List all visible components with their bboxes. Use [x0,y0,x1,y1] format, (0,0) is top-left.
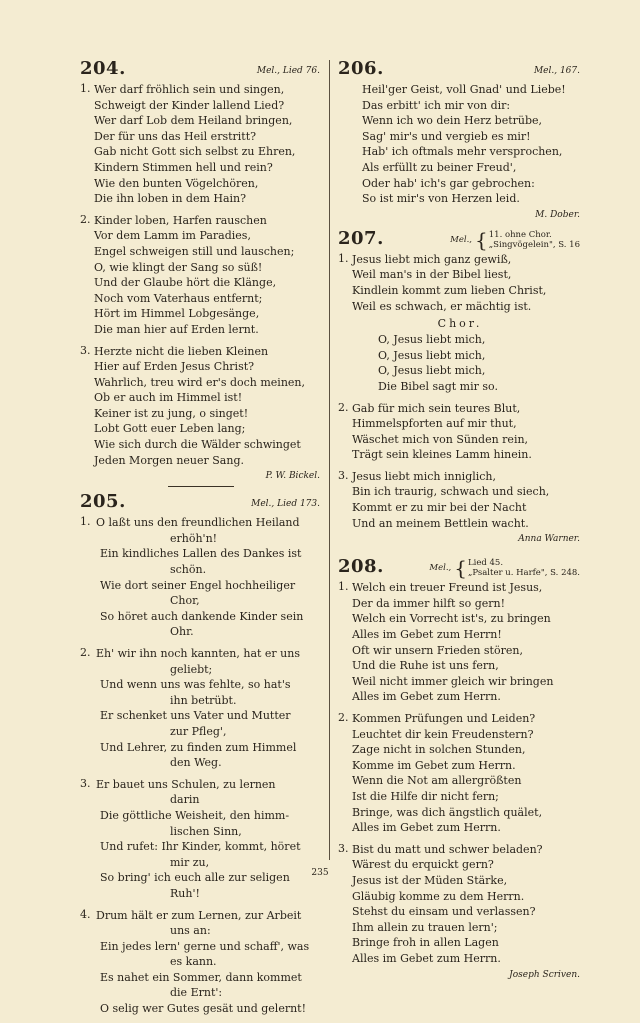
stanza [338,842,582,967]
verse-line: Stehst du einsam und verlassen? [352,905,536,919]
verse-line: Und an meinem Bettlein wacht. [352,516,529,530]
verse-line: Welch ein treuer Freund ist Jesus, [352,581,543,595]
stanza [338,580,582,705]
verse-line: lischen Sinn, [170,824,242,838]
stanza [80,213,322,338]
verse-line: Kinder loben, Harfen rauschen [94,213,267,227]
hymn-header [338,227,582,252]
verse-line: Bist du matt und schwer beladen? [352,842,543,856]
stanza [80,646,322,771]
verse-line: mir zu, [170,855,210,869]
verse-line: Bringe, was dich ängstlich quälet, [352,805,543,819]
verse-line: Zage nicht in solchen Stunden, [352,743,526,757]
verse-line: Noch vom Vaterhaus entfernt; [94,291,263,305]
verse-line: Die ihn loben in dem Hain? [94,192,247,206]
verse-line: Und der Glaube hört die Klänge, [94,276,277,290]
verse-line: geliebt; [170,662,213,676]
verse-line: uns an: [170,924,211,938]
verse-line: Das erbitt' ich mir von dir: [362,98,511,112]
verse-line: Herzte nicht die lieben Kleinen [94,344,269,358]
verse-line: Er bauet uns Schulen, zu lernen [96,777,276,791]
hymn-207 [338,227,582,547]
melody-label: Mel., [450,234,473,245]
verse-line: Bin ich traurig, schwach und siech, [352,485,550,499]
verse-line: Ohr. [170,625,194,639]
verse-line: Alles im Gebet zum Herrn. [352,821,501,835]
verse-line: zur Pfleg', [170,724,227,738]
verse-line: Der da immer hilft so gern! [352,596,506,610]
verse-line: Drum hält er zum Lernen, zur Arbeit [96,908,302,922]
verse-line: Chor, [170,594,200,608]
verse-line: Alles im Gebet zum Herrn! [352,628,502,642]
verse-line: erhöh'n! [170,531,218,545]
verse-line: die Ernt': [170,986,223,1000]
chorus-line: O, Jesus liebt mich, [378,333,486,347]
hymn-header [80,60,322,82]
verse-line: Der für uns das Heil erstritt? [94,129,257,143]
stanza-number: 2. [80,646,91,659]
verse-line: Die göttliche Weisheit, den himm- [100,808,290,822]
melody-reference: Mel., Lied 76. [256,66,320,76]
verse-line: So bring' ich euch alle zur seligen [100,871,290,885]
verse-line: den Weg. [170,756,222,770]
verse-line: So höret auch dankende Kinder sein [100,609,304,623]
verse-line: Lobt Gott euer Leben lang; [94,422,246,436]
verse-line: O laßt uns den freundlichen Heiland [96,516,300,530]
verse-line: Jesus liebt mich inniglich, [352,469,497,483]
verse-line: Ein kindliches Lallen des Dankes ist [100,547,302,561]
verse-line: Wie sich durch die Wälder schwinget [94,438,301,452]
verse-line: darin [170,793,200,807]
melody-label: Mel., [429,563,452,574]
verse-line: Weil nicht immer gleich wir bringen [352,674,554,688]
verse-line: Sag' mir's und vergieb es mir! [362,129,531,143]
verse-line: Kommen Prüfungen und Leiden? [352,712,536,725]
stanza [80,515,322,640]
melody-reference [429,556,580,581]
verse-line: ihn betrübt. [170,693,237,707]
hymn-204 [80,60,322,487]
verse-line: Oft wir unsern Frieden stören, [352,643,523,657]
verse-line: Die man hier auf Erden lernt. [94,322,259,336]
melody-ref-line: „Singvögelein", S. 16 [488,239,580,250]
stanza [338,401,582,463]
verse-line: Bringe froh in allen Lagen [352,936,499,950]
melody-ref-line: „Psalter u. Harfe", S. 248. [467,568,580,579]
right-column [338,58,582,985]
verse-line: Jesus liebt mich ganz gewiß, [352,252,512,266]
stanza-number: 3. [338,841,349,855]
hymn-206 [338,60,582,222]
verse-line: O selig wer Gutes gesät und gelernt! [100,1002,307,1016]
verse-line: Hier auf Erden Jesus Christ? [94,360,255,374]
verse-line: Vor dem Lamm im Paradies, [94,229,251,243]
hymn-author: Anna Warner. [518,534,580,545]
verse-line: Weil man's in der Bibel liest, [352,268,512,282]
stanza-number: 1. [338,580,349,594]
verse-line: Als erfüllt zu beiner Freud', [362,160,517,174]
hymn-header [338,558,582,580]
verse-line: Schweigt der Kinder lallend Lied? [94,98,285,112]
stanza-number: 1. [338,251,349,265]
stanza [338,252,582,314]
verse-line: Ist die Hilfe dir nicht fern; [352,789,499,803]
chorus-line: Die Bibel sagt mir so. [378,379,498,393]
hymn-author: Joseph Scriven. [509,969,580,980]
melody-reference: Mel., 167. [533,66,580,76]
hymn-number: 205. [80,491,126,513]
melody-ref-line: Lied 45. [467,558,504,569]
stanza-number: 2. [338,400,349,414]
verse-line: Himmelspforten auf mir thut, [352,417,517,431]
verse-line: Wenn die Not am allergrößten [352,774,522,788]
verse-line: Weil es schwach, er mächtig ist. [352,299,532,313]
verse-line: So ist mir's von Herzen leid. [362,192,520,206]
hymn-208 [338,558,582,981]
chorus [338,332,582,394]
stanza-number: 4. [80,907,91,921]
stanza-number: 3. [80,343,91,357]
verse-line: Kommt er zu mir bei der Nacht [352,501,527,515]
hymn-header [338,60,582,82]
verse-line: Und die Ruhe ist uns fern, [352,659,499,673]
melody-ref-line: 11. ohne Chor. [488,229,552,240]
verse-line: Welch ein Vorrecht ist's, zu bringen [352,612,551,626]
verse-line: Gläubig komme zu dem Herrn. [352,889,525,903]
verse-line: Und wenn uns was fehlte, so hat's [100,678,291,692]
verse-line: Ob er auch im Himmel ist! [94,391,243,405]
verse-line: Hört im Himmel Lobgesänge, [94,307,260,321]
verse-line: Gab nicht Gott sich selbst zu Ehren, [94,145,296,159]
verse-line: Komme im Gebet zum Herrn. [352,758,516,772]
stanza-number: 3. [80,776,91,790]
hymn-author: P. W. Bickel. [265,471,320,482]
verse-line: Trägt sein kleines Lamm hinein. [352,448,532,462]
hymn-number: 207. [338,227,384,249]
verse-line: Oder hab' ich's gar gebrochen: [362,176,535,190]
verse-line: Es nahet ein Sommer, dann kommet [100,970,302,984]
hymn-header [80,493,322,515]
verse-line: Ihm allein zu trauen lern'; [352,920,498,934]
verse-line: Kindlein kommt zum lieben Christ, [352,283,547,297]
hymn-205 [80,493,322,1016]
stanza-number: 1. [80,82,91,95]
verse-line: Und rufet: Ihr Kinder, kommt, höret [100,840,301,854]
verse-line: Jeden Morgen neuer Sang. [94,453,244,467]
verse-line: Eh' wir ihn noch kannten, hat er uns [96,647,300,660]
stanza [80,777,322,902]
chorus-line: O, Jesus liebt mich, [378,364,486,378]
verse-line: Kindern Stimmen hell und rein? [94,160,273,174]
stanza [338,469,582,531]
verse-line: Wie den bunten Vögelchören, [94,176,259,190]
page-number: 235 [311,868,329,878]
hymn-number: 208. [338,556,384,578]
melody-reference: Mel., Lied 173. [251,499,320,510]
verse-line: Heil'ger Geist, voll Gnad' und Liebe! [362,83,566,96]
chorus-title: Chor. [437,317,483,331]
verse-line: Wer darf fröhlich sein und singen, [94,83,285,96]
stanza [80,82,322,207]
verse-line: Er schenket uns Vater und Mutter [100,709,291,723]
verse-line: Und Lehrer, zu finden zum Himmel [100,740,297,754]
melody-reference [450,227,580,252]
verse-line: Keiner ist zu jung, o singet! [94,406,249,420]
stanza [338,711,582,836]
stanza-number: 3. [338,468,349,482]
verse-line: O, wie klingt der Sang so süß! [94,260,263,274]
hymn-separator [168,486,234,487]
verse-line: Wahrlich, treu wird er's doch meinen, [94,375,305,389]
verse-line: Wie dort seiner Engel hochheiliger [100,578,296,592]
verse-line: Wenn ich wo dein Herz betrübe, [362,114,543,128]
stanza-number: 1. [80,515,91,529]
stanza-number: 2. [80,212,91,226]
hymn-number: 204. [80,58,126,79]
stanza [80,344,322,469]
verse-line: Alles im Gebet zum Herrn. [352,690,501,704]
verse-line: Engel schweigen still und lauschen; [94,244,295,258]
verse-line: Wer darf Lob dem Heiland bringen, [94,114,293,128]
brace-glyph: { [454,556,467,581]
verse-line: Gab für mich sein teures Blut, [352,401,521,415]
brace-glyph: { [475,227,488,252]
hymn-number: 206. [338,58,384,79]
verse-line: schön. [170,563,207,577]
verse-line: Leuchtet dir kein Freudenstern? [352,727,534,741]
column-divider [329,60,330,860]
verse-line: Ruh'! [170,886,200,900]
verse-line: Alles im Gebet zum Herrn. [352,951,501,965]
verse-line: Wäschet mich von Sünden rein, [352,432,529,446]
hymn-author: M. Dober. [535,209,580,220]
verse-line: Ein jedes lern' gerne und schaff', was [100,939,310,953]
verse-line: Jesus ist der Müden Stärke, [352,873,508,887]
stanza [338,82,582,207]
chorus-line: O, Jesus liebt mich, [378,348,486,362]
verse-line: Wärest du erquickt gern? [352,858,494,872]
verse-line: es kann. [170,955,217,969]
stanza-number: 2. [338,711,349,724]
stanza [80,908,322,1017]
verse-line: Hab' ich oftmals mehr versprochen, [362,145,563,159]
